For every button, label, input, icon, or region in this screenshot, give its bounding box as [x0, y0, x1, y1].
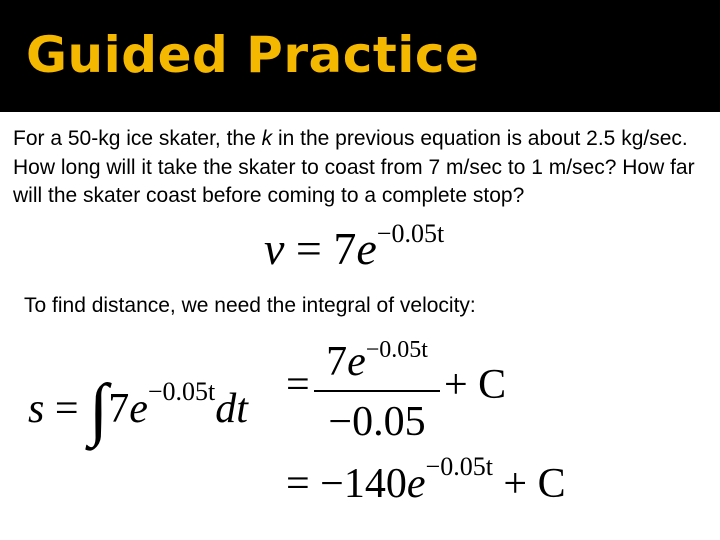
fraction-plus-c: [444, 361, 506, 409]
velocity-lhs: v: [264, 223, 285, 274]
velocity-equation: [264, 219, 445, 275]
fraction-num-exponent: −0.05t: [365, 337, 428, 363]
integral-equation: [28, 360, 248, 448]
problem-text-end: in the previous equation is about 2.5 kg/sec. How long will it take the skater to coast from 7 m/sec to 1 m/sec? How far will the skater coast before coming to a complete stop?: [13, 127, 695, 207]
integral-coef: 7: [108, 386, 130, 432]
integral-base: e: [129, 386, 148, 432]
final-eq: = −140: [286, 461, 407, 507]
fraction-num-coef: 7: [326, 339, 348, 385]
velocity-exponent: −0.05t: [376, 219, 445, 248]
slide-content: [0, 112, 720, 540]
fraction-num-base: e: [347, 339, 366, 385]
fraction-numerator: [314, 338, 440, 386]
fraction-denominator: −0.05: [328, 399, 426, 445]
slide-title: Guided Practice: [26, 26, 480, 84]
problem-statement: [13, 125, 713, 211]
problem-k-variable: k: [261, 127, 273, 150]
final-equation: [286, 452, 566, 508]
integral-lhs: s: [28, 386, 45, 432]
integral-note: To find distance, we need the integral of velocity:: [24, 294, 476, 317]
integral-sign: ∫: [89, 371, 109, 448]
fraction-plus-c-text: + C: [444, 362, 507, 408]
final-plus-c: + C: [492, 461, 566, 507]
problem-text-start: For a 50-kg ice skater, the: [13, 127, 262, 150]
final-exponent: −0.05t: [425, 452, 493, 481]
velocity-base: e: [356, 223, 377, 274]
integral-eq: =: [44, 386, 90, 432]
integral-exponent: −0.05t: [147, 377, 216, 406]
velocity-eq: = 7: [284, 223, 357, 274]
fraction-equals: =: [286, 362, 310, 408]
title-bar: [0, 0, 720, 112]
integral-dt: dt: [215, 386, 248, 432]
fraction-bar: [314, 390, 440, 392]
final-base: e: [406, 461, 426, 507]
fraction: [314, 338, 440, 446]
